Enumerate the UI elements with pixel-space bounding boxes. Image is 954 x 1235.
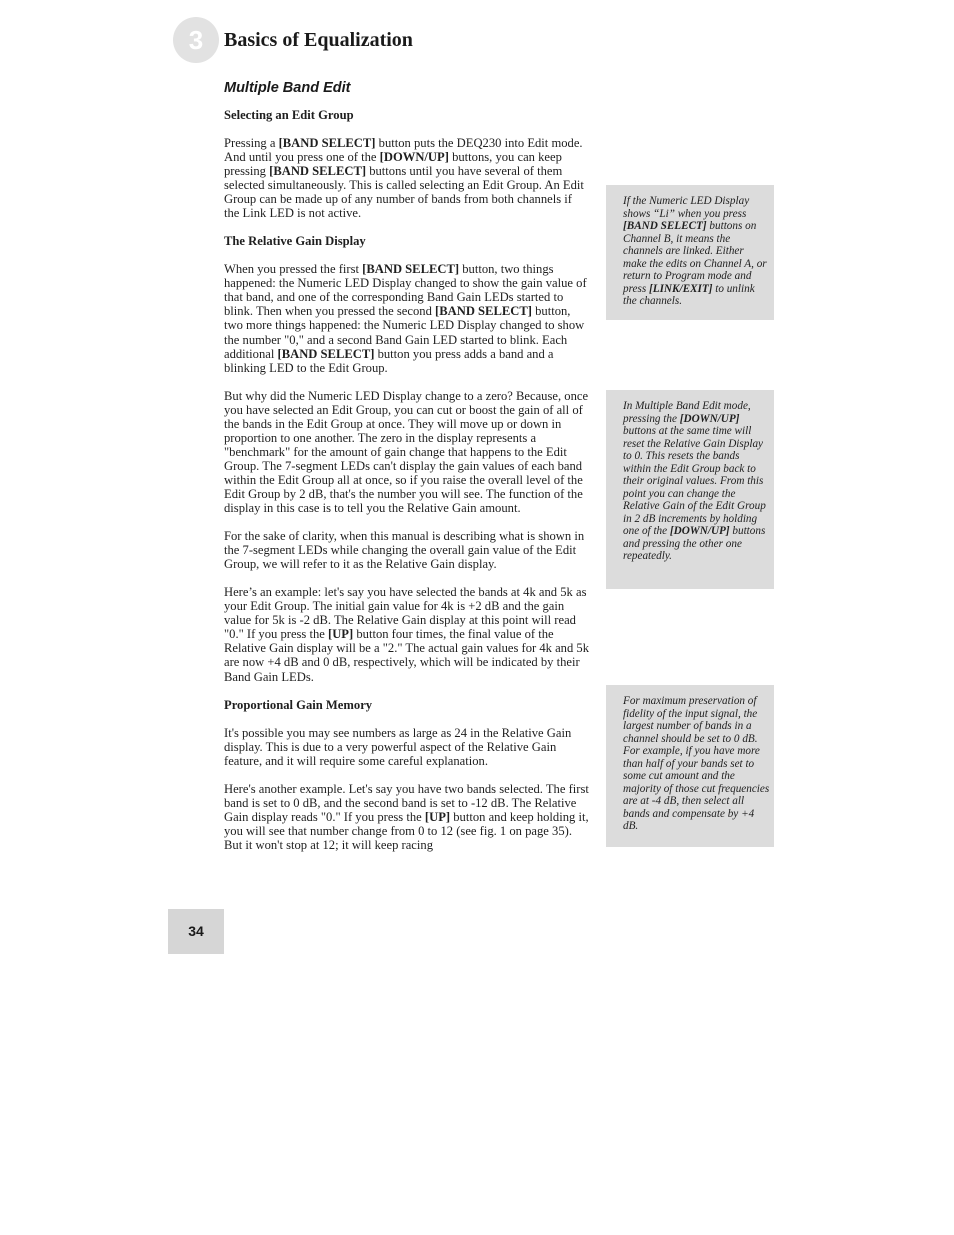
paragraph-another-example: Here's another example. Let's say you have two bands selected. The first band is set to 0 dB, and the second band is set to -12 dB. The Relative Gain display reads "0." If you press the [UP] button and keep holding it, you will see that number change from 0 to 12 (see fig. 1 on page 35). But it won't stop at 12; it will keep racing <box>224 781 589 852</box>
chapter-number-badge: 3 <box>173 17 219 63</box>
main-text-column <box>224 108 590 866</box>
heading-edit-group: Selecting an Edit Group <box>224 108 354 122</box>
paragraph-edit-group: Pressing a [BAND SELECT] button puts the DEQ230 into Edit mode. And until you press one of the [DOWN/UP] buttons, you can keep pressing [BAND SELECT] buttons until you have several of them selected simultaneously. This is called selecting an Edit Group. An Edit Group can be made up of any number of bands from both channels if the Link LED is not active. <box>224 136 584 221</box>
paragraph-zero-explanation: But why did the Numeric LED Display change to a zero? Because, once you have selected an Edit Group, you can cut or boost the gain of all of the bands in the Edit Group at once. They will move up or down in proportion to one another. The zero in the display represents a "benchmark" for the amount of gain change that happens to the Edit Group. The 7-segment LEDs can't display the gain values of each band within the Edit Group all at once, so if you raise the overall level of the Edit Group by 2 dB, that's the number you will see. The function of the display in this case is to tell you the Relative Gain amount. <box>224 388 589 516</box>
sidebar-note-link: If the Numeric LED Display shows “Li” when you press [BAND SELECT] buttons on Channel B, it means the channels are linked. Either make the edits on Channel A, or return to Program mode and press [LINK/EXIT] to unlink the channels. <box>606 185 774 320</box>
paragraph-relative-gain: When you pressed the first [BAND SELECT] button, two things happened: the Numeric LED Display changed to show the gain value of that band, and one of the corresponding Band Gain LEDs started to blink. Then when you pressed the second [BAND SELECT] button, two more things happened: the Numeric LED Display changed to show the number "0," and a second Band Gain LED started to blink. Each additional [BAND SELECT] button you press adds a band and a blinking LED to the Edit Group. <box>224 262 587 375</box>
sidebar-note-fidelity: For maximum preservation of fidelity of the input signal, the largest number of bands in a channel should be set to 0 dB. For example, if you have more than half of your bands set to some cut amount and the majority of those cut frequencies are at -4 dB, then select all bands and compensate by +4 dB. <box>606 685 774 847</box>
section-title: Multiple Band Edit <box>224 80 351 96</box>
heading-relative-gain: The Relative Gain Display <box>224 234 366 249</box>
paragraph-example: Here’s an example: let's say you have selected the bands at 4k and 5k as your Edit Group. The initial gain value for 4k is +2 dB and the gain value for 5k is -2 dB. The Relative Gain display at this point will read "0." If you press the [UP] button four times, the final value of the Relative Gain display will be a "2." The actual gain values for 4k and 5k are now +4 dB and 0 dB, respectively, which will be indicated by their Band Gain LEDs. <box>224 585 590 684</box>
page-number: 34 <box>168 909 224 954</box>
sidebar-note-reset: In Multiple Band Edit mode, pressing the [DOWN/UP] buttons at the same time will reset the Relative Gain Display to 0. This resets the bands within the Edit Group back to their original values. From this point you can change the Relative Gain of the Edit Group in 2 dB increments by holding one of the [DOWN/UP] buttons and pressing the other one repeatedly. <box>606 390 774 589</box>
heading-proportional-gain: Proportional Gain Memory <box>224 697 373 712</box>
chapter-title: Basics of Equalization <box>224 29 413 51</box>
paragraph-clarity: For the sake of clarity, when this manual is describing what is shown in the 7-segment LEDs while changing the overall gain value of the Edit Group, we will refer to it as the Relative Gain display. <box>224 529 585 572</box>
paragraph-large-numbers: It's possible you may see numbers as large as 24 in the Relative Gain display. This is due to a very powerful aspect of the Relative Gain feature, and it will require some careful explanation. <box>224 725 572 768</box>
